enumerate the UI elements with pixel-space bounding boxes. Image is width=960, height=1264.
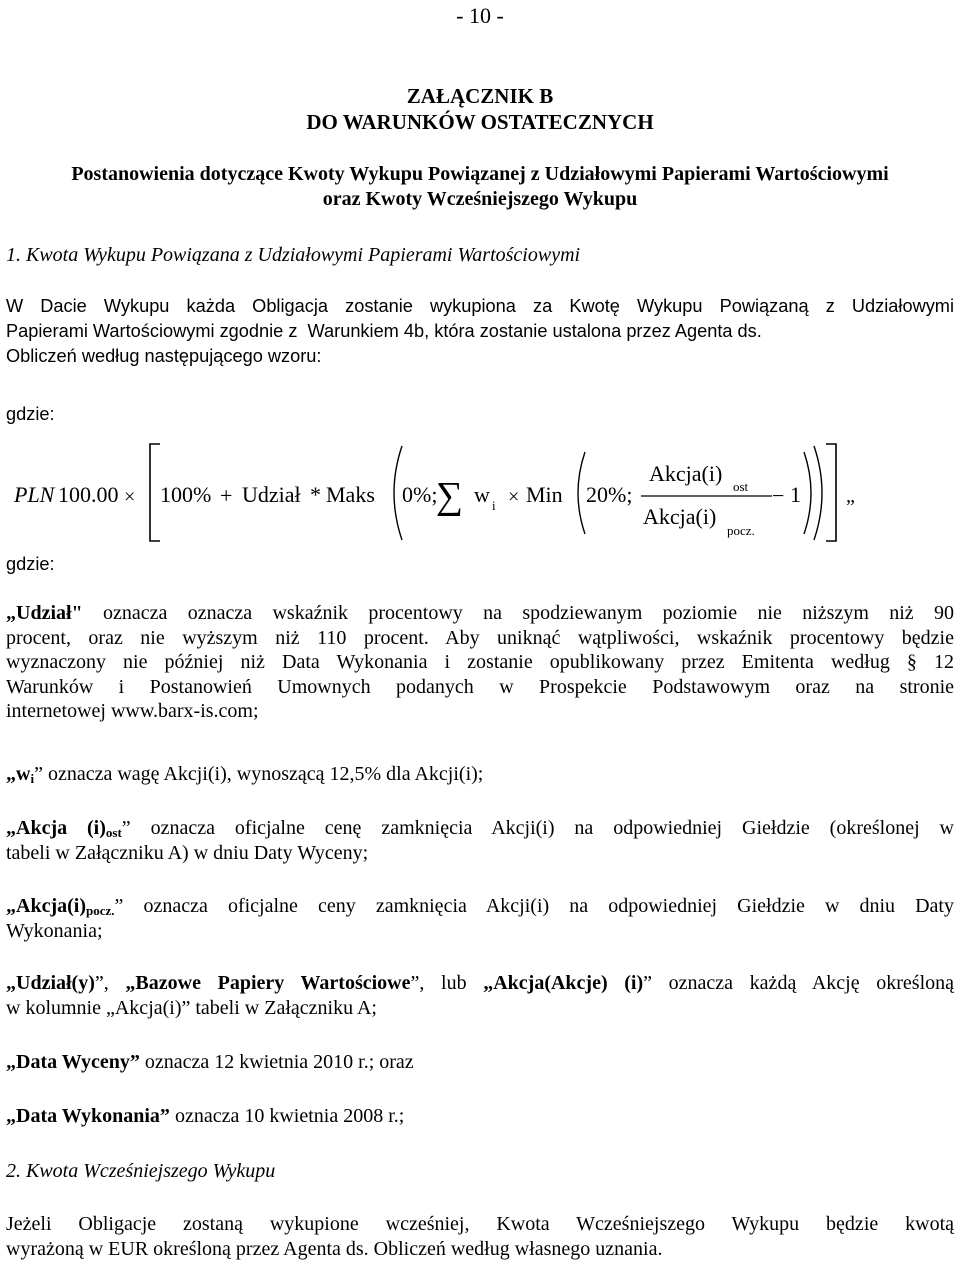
- definition-text: oznacza wagę Akcji(i), wynoszącą 12,5% dla Akcji(i);: [42, 763, 484, 785]
- definition-akcja-pocz: [6, 894, 954, 943]
- formula-sigma: ∑: [436, 475, 464, 517]
- term: [6, 763, 34, 785]
- quote-open: „: [6, 763, 16, 785]
- intro-line: W Dacie Wykupu każda Obligacja zostanie wykupiona za Kwotę Wykupu Powiązaną z Udziałowymi: [6, 296, 954, 316]
- min-paren-right: [804, 452, 811, 534]
- formula-star: *: [310, 482, 321, 507]
- quote-close: ”: [121, 817, 131, 839]
- term-sub: i: [30, 771, 35, 786]
- definition-line: procent, oraz nie wyższym niż 110 procent. Aby uniknąć wątpliwości, wskaźnik procentowy będzie: [6, 626, 954, 649]
- annex-subtitle: DO WARUNKÓW OSTATECZNYCH: [306, 110, 654, 134]
- annex-title: ZAŁĄCZNIK B: [406, 84, 554, 108]
- definition-line: wyznaczony nie później niż Data Wykonania i zostanie opublikowany przez Emitenta według § 12: [6, 651, 954, 673]
- page-number: - 10 -: [456, 3, 504, 28]
- section2-body: [6, 1212, 954, 1261]
- formula-numerator: Akcja(i): [649, 461, 723, 486]
- gdzie-label: gdzie:: [6, 404, 55, 424]
- formula-minus: −: [772, 483, 785, 508]
- formula-amount: 100.00: [58, 482, 119, 507]
- body-line: Jeżeli Obligacje zostaną wykupione wcześniej, Kwota Wcześniejszego Wykupu będzie kwotą: [6, 1213, 954, 1235]
- definition-line: [6, 1050, 954, 1075]
- formula-hundred-pct: 100%: [160, 482, 212, 507]
- formula-udzial: Udział: [242, 482, 301, 507]
- definition-text: oznacza 12 kwietnia 2010 r.; oraz: [139, 1051, 414, 1073]
- term: „Data Wyceny”: [6, 1051, 140, 1073]
- formula-pln: PLN: [14, 482, 55, 507]
- formula-denominator: Akcja(i): [643, 504, 717, 529]
- formula-w: w: [474, 482, 490, 507]
- formula-denominator-sub: pocz.: [727, 523, 755, 538]
- term-sub: ost: [105, 825, 122, 840]
- definition-udzialy: [6, 971, 954, 1020]
- term-sub: pocz.: [85, 903, 115, 918]
- section1-title: 1. Kwota Wykupu Powiązana z Udziałowymi Papierami Wartościowymi: [6, 244, 581, 266]
- definition-line: [6, 816, 954, 841]
- formula-min: Min: [526, 482, 563, 507]
- formula-plus: +: [220, 483, 233, 508]
- formula-one: 1: [790, 482, 801, 507]
- definition-line: [6, 894, 954, 919]
- definition-line: Warunków i Postanowień Umownych podanych w Prospekcie Podstawowym oraz na stronie: [6, 675, 954, 698]
- intro-line: Obliczeń według następującego wzoru:: [6, 346, 322, 366]
- formula-maks: Maks: [326, 482, 375, 507]
- definition-data-wyceny: [6, 1050, 954, 1075]
- min-paren-left: [578, 452, 585, 534]
- term-text: w: [16, 763, 31, 785]
- definition-line: internetowej www.barx-is.com;: [6, 700, 259, 722]
- definition-text: ” oznacza każdą Akcję określoną: [643, 972, 954, 994]
- definition-text: oznacza 10 kwietnia 2008 r.;: [169, 1105, 405, 1127]
- definition-line: Wykonania;: [6, 919, 103, 942]
- term: [6, 895, 115, 917]
- formula-times: ×: [124, 486, 136, 508]
- section2-title: 2. Kwota Wcześniejszego Wykupu: [6, 1160, 276, 1182]
- definition-text: oznacza oficjalne cenę zamknięcia Akcji(i) na odpowiedniej Giełdzie (określonej w: [130, 817, 955, 839]
- definition-line: tabeli w Załączniku A) w dniu Daty Wyceny;: [6, 841, 369, 864]
- quote-close: ”: [114, 895, 124, 917]
- provisions-heading-line2: oraz Kwoty Wcześniejszego Wykupu: [322, 188, 638, 210]
- definition-akcja-ost: [6, 816, 954, 865]
- formula-numerator-sub: ost: [733, 479, 749, 494]
- definition-wi: [6, 762, 954, 787]
- gdzie-label-2: gdzie:: [6, 554, 55, 574]
- formula-w-sub: i: [492, 498, 496, 513]
- formula-trail: „: [846, 485, 855, 507]
- provisions-heading-line1: Postanowienia dotyczące Kwoty Wykupu Powiązanej z Udziałowymi Papierami Wartościowymi: [71, 163, 889, 185]
- formula-twenty-pct: 20%;: [586, 482, 633, 507]
- term: „Udział": [6, 602, 83, 624]
- outer-bracket-left: [150, 444, 160, 541]
- intro-line: Papierami Wartościowymi zgodnie z Warunkiem 4b, która zostanie ustalona przez Agenta ds.: [6, 321, 762, 341]
- term: „Data Wykonania”: [6, 1105, 170, 1127]
- definition-text: oznacza oznacza wskaźnik procentowy na spodziewanym poziomie nie niższym niż 90: [103, 602, 955, 624]
- definition-text: oznacza oficjalne ceny zamknięcia Akcji(i) na odpowiedniej Giełdzie w dniu Daty: [123, 895, 954, 917]
- body-line: wyrażoną w EUR określoną przez Agenta ds. Obliczeń według własnego uznania.: [6, 1237, 663, 1260]
- term-text: „Akcja(i): [6, 895, 86, 917]
- separator: ”,: [94, 972, 126, 994]
- quote-close: ”: [34, 763, 43, 785]
- definition-line: [6, 601, 954, 626]
- maks-paren-right: [814, 446, 822, 540]
- term: [6, 817, 122, 839]
- definition-line: [6, 971, 954, 996]
- formula-times-2: ×: [508, 486, 520, 508]
- redemption-formula: [0, 436, 960, 551]
- term: „Akcja(Akcje) (i): [483, 972, 644, 994]
- outer-bracket-right: [826, 444, 836, 541]
- definition-data-wykonania: [6, 1104, 954, 1129]
- definition-line: w kolumnie „Akcja(i)” tabeli w Załączniku A;: [6, 996, 377, 1019]
- term-text: „Akcja (i): [6, 817, 106, 839]
- formula-zero-pct: 0%;: [402, 482, 438, 507]
- section1-intro: [6, 294, 954, 369]
- maks-paren-left: [394, 446, 402, 540]
- definition-udzial: [6, 601, 954, 724]
- definition-line: [6, 1104, 954, 1129]
- definition-line: [6, 762, 954, 787]
- term: „Udział(y): [6, 972, 95, 994]
- separator: ”, lub: [410, 972, 484, 994]
- term: „Bazowe Papiery Wartościowe: [125, 972, 411, 994]
